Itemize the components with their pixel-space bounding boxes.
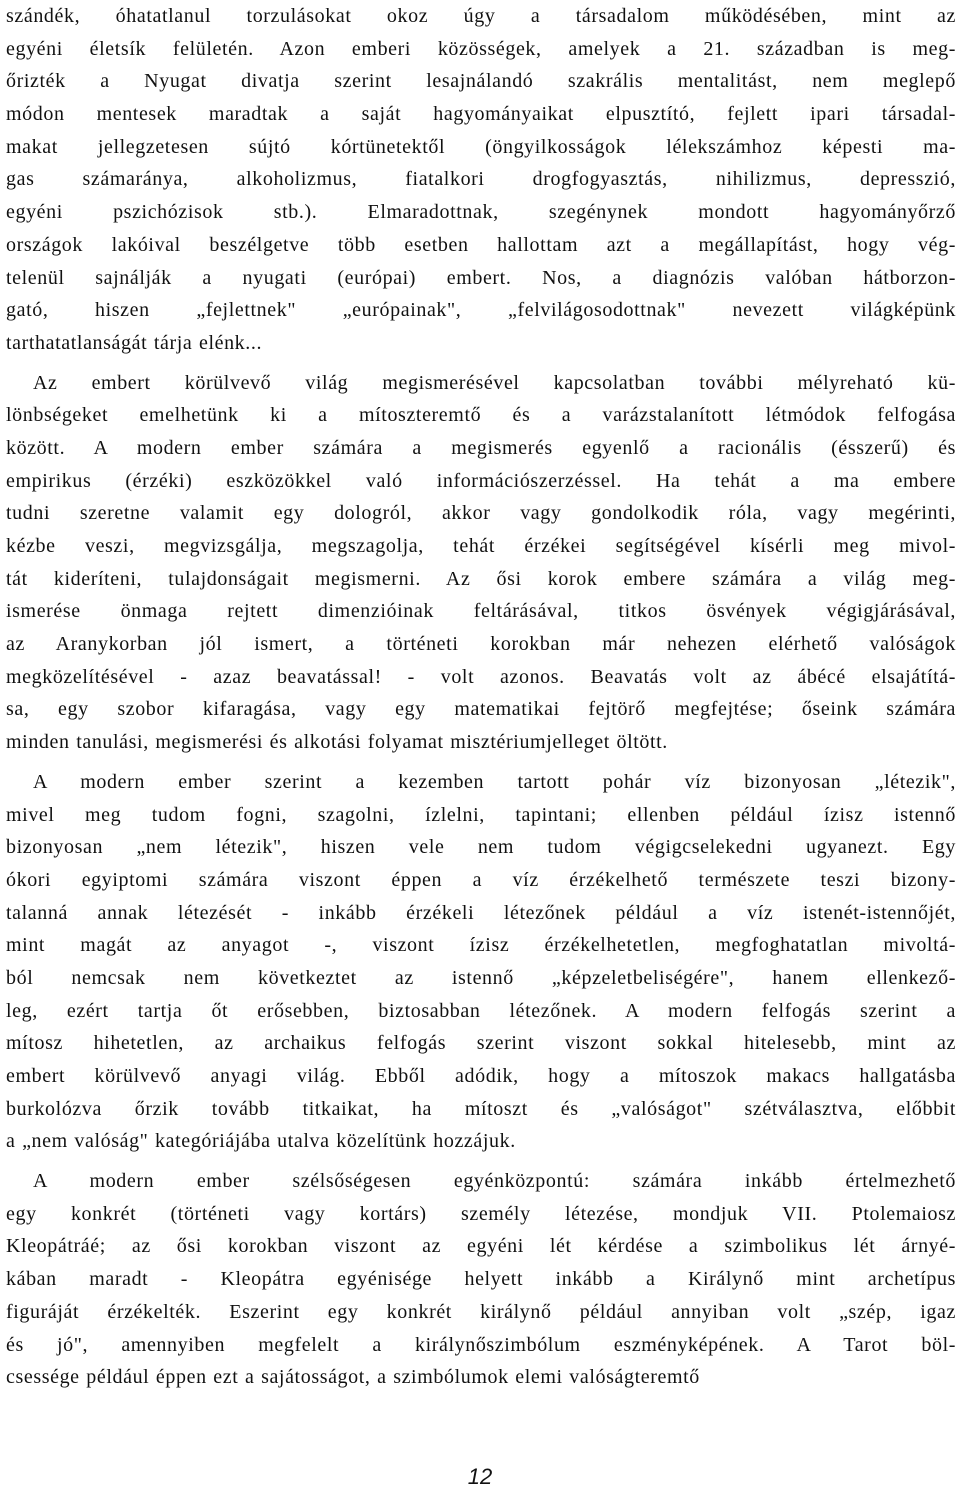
text-line: ból nemcsak nem következtet az istennő „képzeletbeliségére", hanem ellenkező-	[6, 966, 956, 989]
paragraph	[6, 0, 956, 360]
text-line: mítosz hihetetlen, az archaikus felfogás szerint viszont sokkal hitelesebb, mint az	[6, 1032, 956, 1055]
text-line: telenül sajnálják a nyugati (európai) embert. Nos, a diagnózis valóban hátborzon-	[6, 266, 956, 289]
text-line: egy konkrét (történeti vagy kortárs) személy létezése, mondjuk VII. Ptolemaiosz	[6, 1202, 956, 1225]
paragraph	[6, 766, 956, 1158]
text-line: embert körülvevő anyagi világ. Ebből adódik, hogy a mítoszok makacs hallgatásba	[6, 1065, 956, 1087]
text-line: megközelítésével - azaz beavatással! - volt azonos. Beavatás volt az ábécé elsajátítá-	[6, 665, 956, 688]
text-line: őrizték a Nyugat divatja szerint lesajnálandó szakrális mentalitást, nem meglepő	[6, 70, 956, 93]
body-text	[6, 0, 956, 1394]
text-line: módon mentesek maradtak a saját hagyományaikat elpusztító, fejlett ipari társadal-	[6, 103, 956, 126]
text-line: lönbségeket emelhetünk ki a mítoszteremtő és a varázstalanított létmódok felfogása	[6, 404, 956, 427]
text-line: kában maradt - Kleopátra egyénisége helyett inkább a Királynő mint archetípus	[6, 1268, 956, 1291]
text-line: bizonyosan „nem létezik", hiszen vele nem tudom végigcselekedni ugyanezt. Egy	[6, 836, 956, 859]
text-line: csessége például éppen ezt a sajátosságot, a szimbólumok elemi valóságteremtő	[6, 1366, 700, 1389]
text-line: ókori egyiptomi számára viszont éppen a víz érzékelhető természete teszi bizony-	[6, 868, 956, 891]
text-line: tát kideríteni, tulajdonságait megismerni. Az ősi korok embere számára a világ meg-	[6, 567, 956, 590]
text-line: makat jellegzetesen sújtó kórtünetektől (öngyilkosságok lélekszámhoz képesti ma-	[6, 135, 956, 158]
text-line: Kleopátráé; az ősi korokban viszont az egyéni lét kérdése a szimbolikus lét árnyé-	[6, 1235, 956, 1258]
text-line: szándék, óhatatlanul torzulásokat okoz úgy a társadalom működésében, mint az	[6, 5, 956, 27]
text-line: között. A modern ember számára a megismerés egyenlő a racionális (ésszerű) és	[6, 436, 956, 459]
text-line: minden tanulási, megismerési és alkotási folyamat misztériumjelleget öltött.	[6, 731, 668, 754]
text-line: A modern ember szélsőségesen egyénközpontú: számára inkább értelmezhető	[33, 1170, 956, 1193]
text-line: leg, ezért tartja őt erősebben, biztosabban létezőnek. A modern felfogás szerint a	[6, 999, 956, 1022]
text-line: burkolózva őrzik tovább titkaikat, ha mítoszt és „valóságot" szétválasztva, előbbit	[6, 1097, 956, 1120]
text-line: figuráját érzékelték. Eszerint egy konkrét királynő például annyiban volt „szép, igaz	[6, 1300, 956, 1323]
text-line: tarthatatlanságát tárja elénk...	[6, 331, 263, 354]
text-line: A modern ember szerint a kezemben tartott pohár víz bizonyosan „létezik",	[33, 770, 956, 793]
text-line: gató, hiszen „fejlettnek" „európainak", „felvilágosodottnak" nevezett világképünk	[6, 299, 956, 322]
text-line: sa, egy szobor kifaragása, vagy egy matematikai fejtörő megfejtése; őseink számára	[6, 698, 956, 721]
page-number: 12	[467, 1464, 493, 1489]
text-line: tudni szeretne valamit egy dologról, akkor vagy gondolkodik róla, vagy megérinti,	[6, 502, 956, 525]
text-line: és jó", amennyiben megfelelt a királynőszimbólum eszményképének. A Tarot böl-	[6, 1333, 956, 1356]
text-line: egyéni pszichózisok stb.). Elmaradottnak, szegénynek mondott hagyományőrző	[6, 201, 956, 224]
text-line: gas számaránya, alkoholizmus, fiatalkori drogfogyasztás, nihilizmus, depresszió,	[6, 168, 956, 191]
text-line: kézbe veszi, megvizsgálja, megszagolja, tehát érzékei segítségével kísérli meg mivol-	[6, 535, 956, 557]
text-line: a „nem valóság" kategóriájába utalva közelítünk hozzájuk.	[6, 1130, 516, 1153]
text-line: talanná annak létezését - inkább érzékeli létezőnek például a víz istenét-istennőjét,	[6, 901, 956, 924]
paragraph-gap	[6, 1158, 956, 1165]
paragraph	[6, 367, 956, 759]
paragraph-gap	[6, 360, 956, 367]
text-line: empirikus (érzéki) eszközökkel való információszerzéssel. Ha tehát a ma embere	[6, 469, 956, 492]
text-line: mivel meg tudom fogni, szagolni, ízlelni, tapintani; ellenben például ízisz istennő	[6, 803, 956, 826]
text-line: egyéni életsík felületén. Azon emberi közösségek, amelyek a 21. században is meg-	[6, 37, 956, 60]
text-line: Az embert körülvevő világ megismerésével kapcsolatban további mélyreható kü-	[33, 371, 956, 394]
text-line: országok lakóival beszélgetve több esetben hallottam azt a megállapítást, hogy vég-	[6, 233, 956, 256]
text-line: ismerése önmaga rejtett dimenzióinak feltárásával, titkos ösvények végigjárásával,	[6, 600, 956, 623]
paragraph	[6, 1165, 956, 1394]
text-line: mint magát az anyagot -, viszont ízisz érzékelhetetlen, megfoghatatlan mivoltá-	[6, 934, 956, 957]
text-line: az Aranykorban jól ismert, a történeti korokban már nehezen elérhető valóságok	[6, 633, 956, 656]
paragraph-gap	[6, 759, 956, 766]
